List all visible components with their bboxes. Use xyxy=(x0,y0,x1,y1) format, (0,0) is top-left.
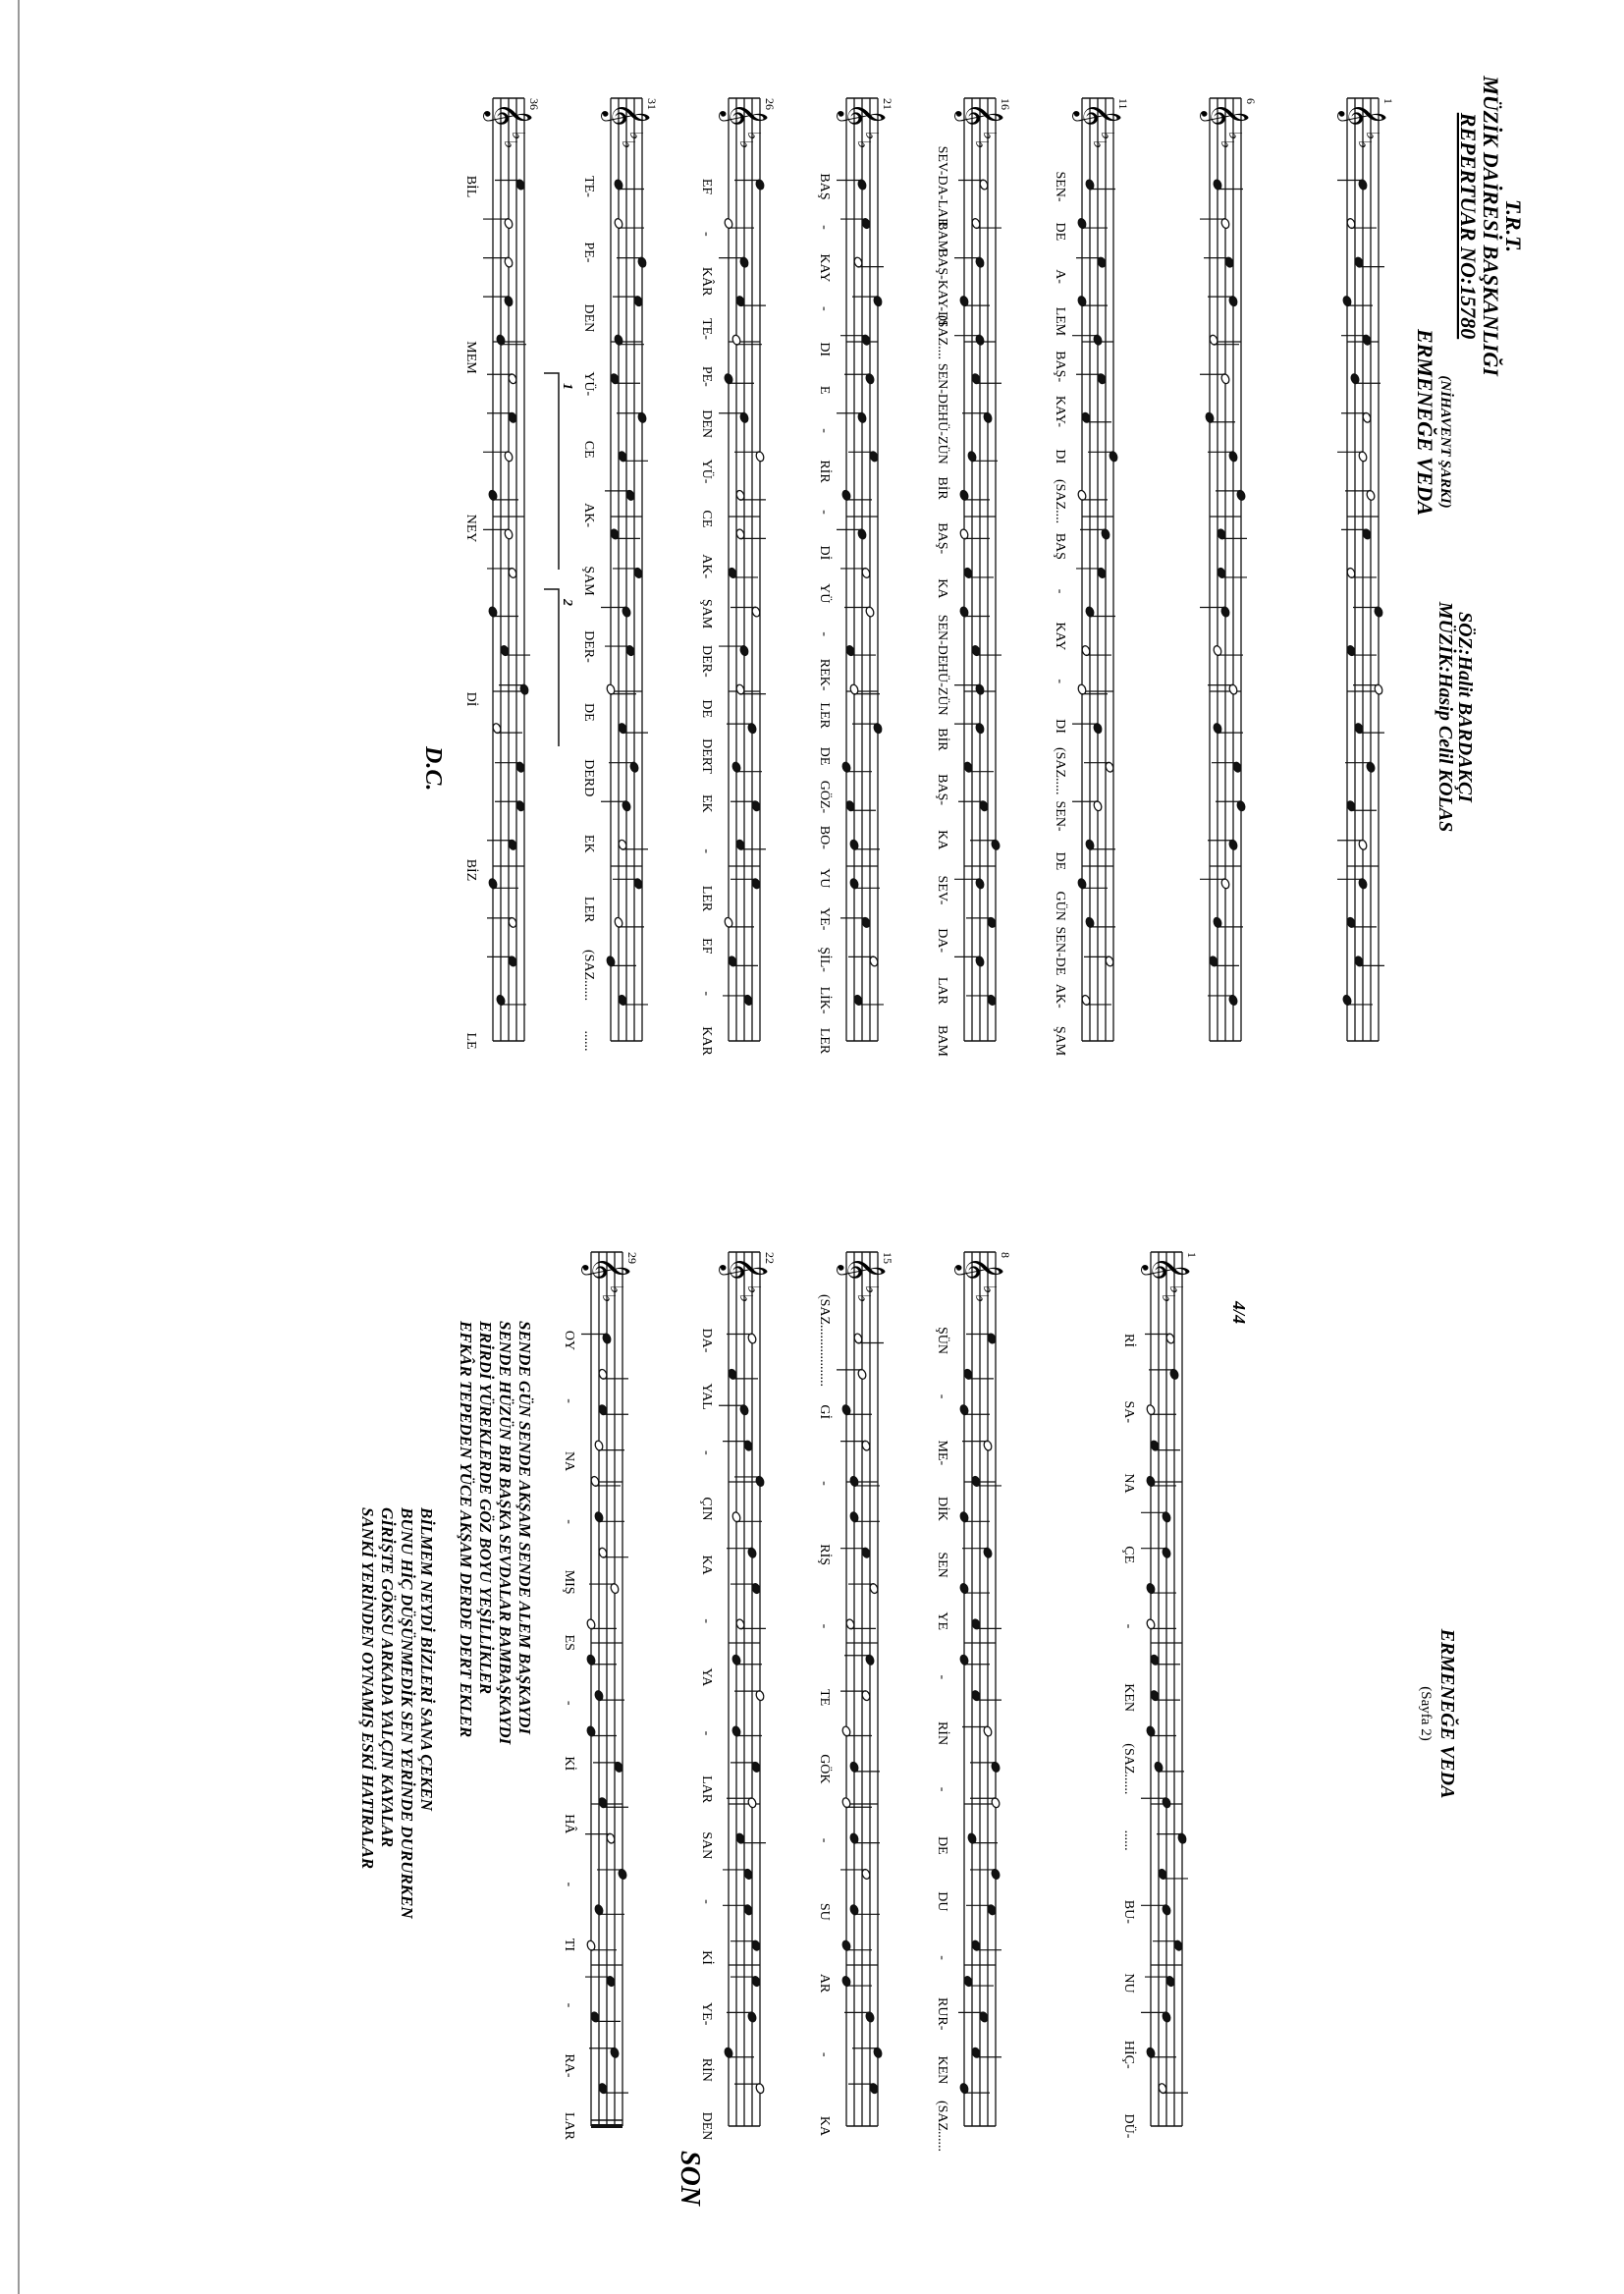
lyric-syllable: DİK xyxy=(935,1496,949,1521)
flat-icon: ♭ xyxy=(1089,140,1110,149)
lyric-syllable: (SAZ.................. xyxy=(817,1293,832,1388)
lyric-syllable: ÇIN xyxy=(699,1497,714,1521)
lyric-syllable: - xyxy=(817,225,832,230)
lyric-syllable: (SAZ.... xyxy=(935,314,949,360)
lyric-syllable: DU xyxy=(935,1891,949,1912)
lyric-syllable: REK- xyxy=(817,658,832,691)
treble-clef-icon: 𝄞 xyxy=(721,1256,769,1281)
makam-label: (NİHAVENT ŞARKI) xyxy=(1437,375,1453,509)
lyric-syllable: BİR xyxy=(935,728,949,751)
measure-number: 31 xyxy=(645,98,659,110)
lyric-syllable: DA- xyxy=(935,928,949,954)
lyric-syllable: - xyxy=(935,1786,949,1792)
measure-number: 21 xyxy=(881,98,894,110)
repertoire-number: REPERTUAR NO:15780 xyxy=(1456,112,1481,340)
measure-number: 36 xyxy=(527,98,541,110)
lyric-syllable: DEN xyxy=(699,2111,714,2141)
lyric-syllable: ŞÜN xyxy=(935,1326,949,1355)
measure-number: 16 xyxy=(999,98,1012,110)
lyric-syllable: SA- xyxy=(1121,1400,1136,1424)
lyric-syllable: - xyxy=(1121,1623,1136,1629)
page1-staff-5 xyxy=(837,98,894,1041)
lyric-syllable: RA- xyxy=(562,2053,576,2078)
lyric-syllable: - xyxy=(935,1674,949,1680)
composer-label: MÜZİK:Hasip Celil KOLAS xyxy=(1435,601,1456,833)
lyric-syllable: LER xyxy=(817,702,832,729)
flat-icon: ♭ xyxy=(1165,1285,1186,1294)
lyric-syllable: KA xyxy=(699,1555,714,1575)
page2-staff-3 xyxy=(837,1252,894,2126)
lyric-syllable: YÜ xyxy=(817,583,832,604)
lyric-syllable: YAL xyxy=(699,1383,714,1410)
volta-1-label: 1 xyxy=(560,383,574,390)
lyric-syllable: BAŞ- xyxy=(935,522,949,555)
measure-number: 11 xyxy=(1116,98,1130,110)
flat-icon: ♭ xyxy=(861,132,882,140)
lyric-syllable: - xyxy=(935,1393,949,1399)
lyric-syllable: - xyxy=(817,428,832,433)
lyric-syllable: ŞAM xyxy=(1053,1025,1067,1057)
lyric-syllable: BAM xyxy=(935,1025,949,1057)
lyric-syllable: PE- xyxy=(581,242,596,263)
lyric-syllable: LER xyxy=(817,1027,832,1055)
page1-header xyxy=(1413,75,1526,832)
flat-icon: ♭ xyxy=(618,140,638,149)
flat-icon: ♭ xyxy=(971,140,992,149)
lyric-syllable: - xyxy=(562,1882,576,1887)
lyric-syllable: RUR- xyxy=(935,1996,949,2031)
lyric-syllable: (SAZ...... xyxy=(935,2100,949,2153)
lyric-syllable: - xyxy=(817,1481,832,1486)
lyric-syllable: PE- xyxy=(699,365,714,387)
lyric-syllable: KA xyxy=(935,830,949,850)
lyric-syllable: HÜ-ZÜN xyxy=(935,662,949,716)
flat-icon: ♭ xyxy=(1224,132,1245,140)
lyric-syllable: TI xyxy=(562,1938,576,1951)
lyric-syllable: ŞİL- xyxy=(817,947,832,972)
lyric-syllable: KAY xyxy=(817,253,832,283)
treble-clef-icon: 𝄞 xyxy=(839,1256,887,1281)
lyric-syllable: BİR xyxy=(935,476,949,500)
measure-number: 1 xyxy=(1381,98,1395,104)
lyric-syllable: BAŞ- xyxy=(1053,351,1067,383)
lyric-syllable: HÜ-ZÜN xyxy=(935,411,949,464)
lyric-syllable: YE xyxy=(935,1611,949,1631)
lyric-syllable: AK- xyxy=(699,554,714,579)
lyric-syllable: (SAZ..... xyxy=(1053,746,1067,795)
lyric-syllable: AK- xyxy=(1053,983,1067,1009)
lyric-syllable: NA xyxy=(1121,1473,1136,1494)
lyric-syllable: KA xyxy=(817,2115,832,2137)
lyric-syllable: DE xyxy=(817,746,832,766)
verse-line-6: BUNU HİÇ DÜŞÜNMEDİK SEN YERİNDE DURURKEN xyxy=(398,1507,416,1919)
time-signature: 4/4 xyxy=(1229,1301,1249,1325)
lyric-syllable: LAR xyxy=(562,2112,576,2140)
lyric-syllable: - xyxy=(1053,679,1067,684)
lyric-syllable: Gİ xyxy=(817,1404,832,1420)
lyric-syllable: NU xyxy=(1121,1973,1136,1994)
treble-clef-icon: 𝄞 xyxy=(603,102,651,127)
flat-icon: ♭ xyxy=(743,132,764,140)
treble-clef-icon: 𝄞 xyxy=(956,102,1004,127)
lyric-syllable: SEV- xyxy=(935,875,949,905)
verse-line-7: GİRİŞTE GÖKSU ARKADA YALÇIN KAYALAR xyxy=(378,1507,397,1848)
lyric-syllable: - xyxy=(562,1519,576,1524)
lyric-syllable: - xyxy=(699,991,714,997)
measure-number: 1 xyxy=(1185,1252,1199,1258)
flat-icon: ♭ xyxy=(735,140,756,149)
lyric-syllable: HÂ xyxy=(562,1814,576,1834)
verse-line-5: BİLMEM NEYDİ BİZLERİ SANA ÇEKEN xyxy=(417,1507,436,1811)
lyric-syllable: LEM xyxy=(1053,306,1067,337)
page2-staff-4 xyxy=(719,1252,777,2126)
flat-icon: ♭ xyxy=(625,132,646,140)
lyric-syllable: LAR xyxy=(935,976,949,1005)
lyric-syllable: RİŞ xyxy=(817,1544,832,1566)
flat-icon: ♭ xyxy=(508,132,528,140)
page2-header xyxy=(1418,1628,1460,1799)
lyric-syllable: - xyxy=(699,1730,714,1736)
lyric-syllable: YU xyxy=(817,868,832,889)
lyric-syllable: - xyxy=(935,1955,949,1960)
page1-staff-4 xyxy=(954,98,1012,1041)
lyric-syllable: CE xyxy=(699,510,714,528)
flat-icon: ♭ xyxy=(1097,132,1117,140)
lyric-syllable: ŞAM xyxy=(581,566,596,596)
page2-lyrics xyxy=(562,1294,1138,2152)
lyric-syllable: (SAZ...... xyxy=(581,950,596,1002)
lyric-syllable: YE- xyxy=(699,2002,714,2026)
page2-staves xyxy=(581,1252,1199,2126)
verse-line-3: ERİRDİ YÜREKLERDE GÖZ BOYU YEŞİLLİKLER xyxy=(476,1321,495,1695)
page1-staff-3 xyxy=(1072,98,1130,1041)
da-capo-mark: D.C. xyxy=(420,746,446,792)
measure-number: 29 xyxy=(625,1252,639,1264)
flat-icon: ♭ xyxy=(979,132,1000,140)
lyric-syllable: - xyxy=(562,2002,576,2008)
lyric-syllable: HİÇ- xyxy=(1121,2040,1136,2069)
lyric-syllable: EF xyxy=(699,938,714,955)
lyric-syllable: LER xyxy=(581,896,596,923)
lyric-syllable: NEY xyxy=(463,514,478,543)
page2-title: ERMENEĞE VEDA xyxy=(1436,1628,1458,1799)
page2-staff-2 xyxy=(954,1252,1012,2126)
lyric-syllable: SEN xyxy=(935,1552,949,1578)
lyric-syllable: Kİ xyxy=(562,1756,576,1772)
lyric-syllable: DERD xyxy=(581,759,596,797)
lyric-syllable: EK xyxy=(581,834,596,853)
flat-icon: ♭ xyxy=(853,1294,874,1303)
lyric-syllable: ÇE xyxy=(1121,1546,1136,1564)
lyric-syllable: DE xyxy=(1053,222,1067,242)
treble-clef-icon: 𝄞 xyxy=(1143,1256,1191,1281)
lyric-syllable: ES xyxy=(562,1634,576,1651)
flat-icon: ♭ xyxy=(743,1285,764,1294)
measure-number: 15 xyxy=(881,1252,894,1264)
treble-clef-icon: 𝄞 xyxy=(485,102,533,127)
lyric-syllable: TE- xyxy=(581,176,596,197)
flat-icon: ♭ xyxy=(598,1294,619,1303)
lyric-syllable: SAN xyxy=(699,1831,714,1860)
lyric-syllable: YÜ- xyxy=(699,459,714,484)
lyric-syllable: Kİ xyxy=(699,1950,714,1965)
lyric-syllable: BAŞ-KAY-DI xyxy=(935,247,949,326)
lyric-syllable: BAŞ xyxy=(1053,532,1067,560)
lyric-syllable: NA xyxy=(562,1450,576,1472)
lyric-syllable: DERT xyxy=(699,738,714,774)
lyric-syllable: LAR xyxy=(699,1775,714,1804)
lyric-syllable: - xyxy=(817,631,832,637)
lyric-syllable: SEV-DA-LAR xyxy=(935,145,949,228)
lyric-syllable: YA xyxy=(699,1667,714,1687)
song-title: ERMENEĞE VEDA xyxy=(1413,328,1437,517)
lyric-syllable: - xyxy=(699,1899,714,1904)
lyric-syllable: LİK- xyxy=(817,986,832,1014)
lyric-syllable: BİL xyxy=(463,175,478,198)
lyric-syllable: DE xyxy=(1053,851,1067,871)
lyric-syllable: DA- xyxy=(699,1328,714,1353)
flat-icon: ♭ xyxy=(500,140,520,149)
lyric-syllable: MEM xyxy=(463,341,478,374)
flat-icon: ♭ xyxy=(971,1294,992,1303)
lyric-syllable: A- xyxy=(1053,269,1067,284)
lyric-syllable: CE xyxy=(581,440,596,459)
lyric-syllable: - xyxy=(817,1837,832,1843)
lyric-syllable: AR xyxy=(817,1973,832,1994)
flat-icon: ♭ xyxy=(1354,140,1375,149)
lyric-syllable: SEN- xyxy=(1053,800,1067,832)
lyric-syllable: SEN- xyxy=(1053,171,1067,202)
lyric-syllable: TE xyxy=(817,1689,832,1707)
lyric-syllable: KEN xyxy=(1121,1683,1136,1713)
lyric-syllable: ŞAM xyxy=(699,598,714,629)
lyric-syllable: SU xyxy=(817,1902,832,1921)
lyric-syllable: DE xyxy=(935,1835,949,1855)
lyricist-label: SÖZ:Halit BARDAKÇI xyxy=(1454,612,1476,802)
department-label: MÜZİK DAİRESİ BAŞKANLIĞI xyxy=(1479,76,1503,376)
flat-icon: ♭ xyxy=(861,1285,882,1294)
lyric-syllable: DEN xyxy=(699,410,714,439)
lyric-syllable: EK xyxy=(699,793,714,813)
lyric-syllable: DEN xyxy=(581,303,596,333)
page2-staff-1 xyxy=(1141,1252,1199,2126)
lyric-syllable: - xyxy=(699,231,714,237)
page1-staff-1 xyxy=(1337,98,1395,1041)
lyric-syllable: YE- xyxy=(817,907,832,931)
treble-clef-icon: 𝄞 xyxy=(1202,102,1250,127)
end-mark-son: SON xyxy=(675,2151,705,2207)
page1-staff-7 xyxy=(601,98,659,1041)
institution-label: T.R.T. xyxy=(1501,198,1526,253)
flat-icon: ♭ xyxy=(853,140,874,149)
verse-line-4: EFKÂR TEPEDEN YÜCE AKŞAM DERDE DERT EKLER xyxy=(457,1321,475,1738)
treble-clef-icon: 𝄞 xyxy=(583,1256,631,1281)
lyric-syllable: OY xyxy=(562,1330,576,1351)
lyric-syllable: YÜ- xyxy=(581,371,596,397)
lyric-syllable: RİR xyxy=(817,460,832,483)
lyric-syllable: AK- xyxy=(581,503,596,528)
lyric-syllable: LER xyxy=(699,885,714,912)
lyric-syllable: BİZ xyxy=(463,858,478,882)
lyric-syllable: - xyxy=(817,305,832,311)
lyric-syllable: BAM xyxy=(935,221,949,253)
lyric-syllable: - xyxy=(562,1700,576,1706)
lyric-syllable: - xyxy=(699,1449,714,1455)
lyric-syllable: (SAZ...... xyxy=(1121,1743,1136,1795)
treble-clef-icon: 𝄞 xyxy=(1339,102,1387,127)
lyric-syllable: BU- xyxy=(1121,1899,1136,1924)
flat-icon: ♭ xyxy=(735,1294,756,1303)
flat-icon: ♭ xyxy=(979,1285,1000,1294)
lyric-syllable: DI xyxy=(1053,449,1067,464)
page1-staff-2 xyxy=(1200,98,1258,1041)
lyric-syllable: DI xyxy=(817,342,832,357)
lyric-syllable: - xyxy=(562,1398,576,1403)
lyric-syllable: - xyxy=(699,1618,714,1624)
lyric-syllable: DE xyxy=(581,703,596,722)
measure-number: 8 xyxy=(999,1252,1012,1258)
treble-clef-icon: 𝄞 xyxy=(1074,102,1122,127)
lyric-syllable: MIŞ xyxy=(562,1569,576,1595)
lyric-syllable: BO- xyxy=(817,825,832,849)
lyric-syllable: (SAZ.... xyxy=(1053,478,1067,524)
lyric-syllable: RİN xyxy=(935,1720,949,1746)
page1-staff-8 xyxy=(483,98,541,1041)
lyric-syllable: SEN-DE xyxy=(935,614,949,664)
treble-clef-icon: 𝄞 xyxy=(721,102,769,127)
treble-clef-icon: 𝄞 xyxy=(839,102,887,127)
verse-line-2: SENDE HÜZÜN BIR BAŞKA SEVDALAR BAMBAŞKAYDI xyxy=(496,1321,514,1745)
lyric-syllable: BAŞ xyxy=(817,173,832,200)
verse-block xyxy=(358,1320,534,1919)
flat-icon: ♭ xyxy=(606,1285,626,1294)
lyric-syllable: Rİ xyxy=(1121,1334,1136,1347)
lyric-syllable: DER- xyxy=(699,644,714,678)
flat-icon: ♭ xyxy=(1362,132,1382,140)
lyric-syllable: EF xyxy=(699,178,714,195)
page2-staff-5 xyxy=(581,1252,639,2126)
lyric-syllable: KA xyxy=(935,578,949,599)
page1-lyrics xyxy=(463,146,1069,1058)
lyric-syllable: GÖK xyxy=(817,1754,832,1784)
volta-2-label: 2 xyxy=(560,599,574,606)
flat-icon: ♭ xyxy=(1158,1294,1178,1303)
lyric-syllable: LE xyxy=(463,1032,478,1050)
page2-number-label: (Sayfa 2) xyxy=(1418,1686,1434,1741)
lyric-syllable: KAY- xyxy=(1053,395,1067,428)
lyric-syllable: BAŞ- xyxy=(935,774,949,806)
measure-number: 6 xyxy=(1244,98,1258,104)
lyric-syllable: KAY xyxy=(1053,622,1067,651)
lyric-syllable: SEN-DE xyxy=(935,362,949,412)
lyric-syllable: KEN xyxy=(935,2055,949,2085)
measure-number: 22 xyxy=(763,1252,777,1264)
lyric-syllable: KAR xyxy=(699,1026,714,1056)
lyric-syllable: DE xyxy=(699,699,714,719)
lyric-syllable: GÜN xyxy=(1053,891,1067,921)
lyric-syllable: ME- xyxy=(935,1440,949,1466)
lyric-syllable: Dİ xyxy=(463,691,478,707)
verse-line-1: SENDE GÜN SENDE AKŞAM SENDE ALEM BAŞKAYDI xyxy=(515,1321,534,1735)
verse-line-8: SANKİ YERİNDEN OYNAMIŞ ESKİ HATIRALAR xyxy=(358,1507,377,1870)
lyric-syllable: - xyxy=(817,1623,832,1629)
lyric-syllable: TE- xyxy=(699,318,714,340)
lyric-syllable: DÜ- xyxy=(1121,2113,1136,2139)
page1-staff-6 xyxy=(719,98,777,1041)
lyric-syllable: RİN xyxy=(699,2057,714,2082)
lyric-syllable: GÖZ- xyxy=(817,780,832,814)
lyric-syllable: DI xyxy=(1053,719,1067,734)
lyric-syllable: ...... xyxy=(581,1030,596,1052)
lyric-syllable: ...... xyxy=(1121,1830,1136,1851)
lyric-syllable: DER- xyxy=(581,630,596,663)
volta-brackets xyxy=(544,373,559,746)
lyric-syllable: - xyxy=(1053,588,1067,594)
lyric-syllable: SEN-DE xyxy=(1053,926,1067,976)
lyric-syllable: KÂR xyxy=(699,266,714,297)
lyric-syllable: - xyxy=(817,2051,832,2057)
lyric-syllable: E xyxy=(817,385,832,395)
lyric-syllable: - xyxy=(817,510,832,515)
measure-number: 26 xyxy=(763,98,777,110)
lyric-syllable: Dİ xyxy=(817,545,832,561)
lyric-syllable: - xyxy=(699,848,714,854)
treble-clef-icon: 𝄞 xyxy=(956,1256,1004,1281)
flat-icon: ♭ xyxy=(1217,140,1237,149)
